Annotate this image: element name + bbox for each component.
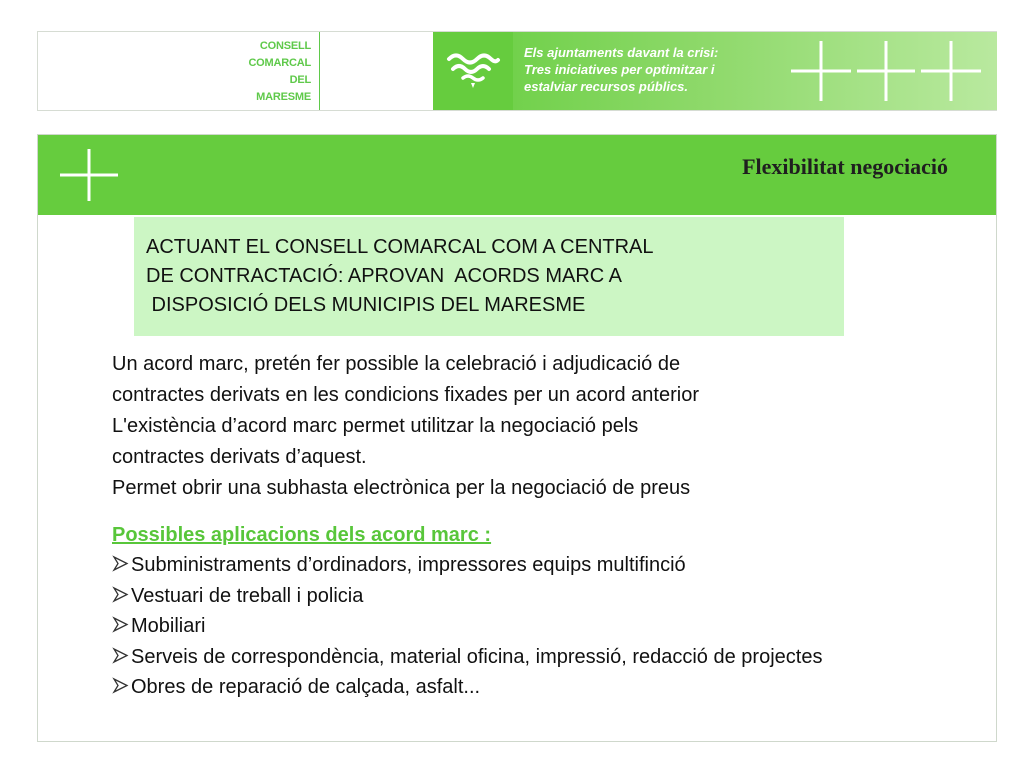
callout-line: ACTUANT EL CONSELL COMARCAL COM A CENTRAL — [146, 236, 654, 258]
body-line: L'existència d’acord marc permet utilitzar la negociació pels — [112, 415, 639, 437]
tagline-line: Els ajuntaments davant la crisi: — [524, 45, 719, 60]
list-item-text: Serveis de correspondència, material oficina, impressió, redacció de projectes — [131, 645, 823, 668]
arrow-bullet-icon — [112, 555, 129, 572]
list-item-text: Mobiliari — [131, 615, 206, 637]
list-item — [112, 672, 952, 703]
emblem-box — [433, 32, 513, 110]
list-item-text: Vestuari de treball i policia — [131, 584, 364, 607]
logo-line: DEL — [289, 74, 311, 86]
body-line: Permet obrir una subhasta electrònica per la negociació de preus — [112, 477, 691, 499]
council-logo-text — [201, 38, 311, 106]
arrow-bullet-icon — [112, 677, 129, 694]
slide-title: Flexibilitat negociació — [742, 154, 948, 179]
applications-heading: Possibles aplicacions dels acord marc : — [112, 524, 492, 546]
arrow-bullet-icon — [112, 586, 129, 603]
logo-line: CONSELL — [259, 40, 311, 52]
logo-line: MARESME — [256, 91, 311, 103]
list-item-text: Obres de reparació de calçada, asfalt... — [131, 676, 481, 698]
list-item — [112, 611, 952, 642]
callout-box — [134, 217, 844, 336]
tagline-banner — [513, 32, 997, 110]
applications-list — [112, 550, 952, 703]
triple-plus-icon — [785, 37, 985, 105]
tagline-line: Tres iniciatives per optimitzar i — [524, 62, 715, 77]
plus-cross-icon — [60, 149, 118, 201]
callout-line: DE CONTRACTACIÓ: APROVAN ACORDS MARC A — [146, 265, 622, 287]
arrow-bullet-icon — [112, 616, 129, 633]
body-paragraph — [112, 349, 932, 504]
list-item-text: Subministraments d’ordinadors, impressores equips multifinció — [131, 554, 686, 576]
waves-emblem-icon — [445, 49, 501, 93]
list-item — [112, 550, 952, 581]
list-item — [112, 581, 952, 612]
slide-content — [37, 134, 997, 742]
logo-divider — [319, 32, 320, 110]
callout-line: DISPOSICIÓ DELS MUNICIPIS DEL MARESME — [146, 294, 586, 316]
tagline — [524, 44, 794, 95]
logo-line: COMARCAL — [248, 57, 311, 69]
arrow-bullet-icon — [112, 647, 129, 664]
header-banner — [37, 31, 997, 111]
body-line: contractes derivats d’aquest. — [112, 446, 367, 468]
tagline-line: estalviar recursos públics. — [524, 79, 689, 94]
body-line: contractes derivats en les condicions fixades per un acord anterior — [112, 384, 699, 406]
body-line: Un acord marc, pretén fer possible la celebració i adjudicació de — [112, 353, 681, 375]
title-band — [38, 135, 996, 215]
list-item — [112, 642, 952, 673]
